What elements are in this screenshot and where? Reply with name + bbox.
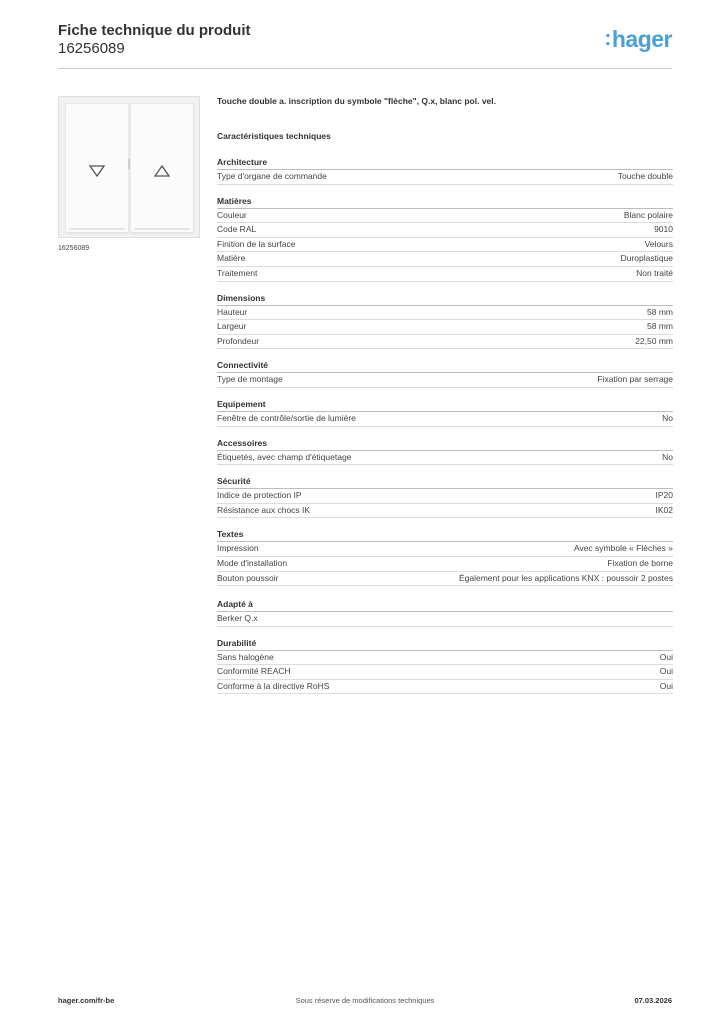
spec-section bbox=[217, 637, 673, 695]
spec-label: Matière bbox=[217, 253, 246, 264]
spec-value: Blanc polaire bbox=[623, 209, 673, 220]
spec-label: Résistance aux chocs IK bbox=[217, 504, 311, 515]
spec-label: Mode d'installation bbox=[217, 557, 288, 568]
spec-value: Également pour les applications KNX : poussoir 2 postes bbox=[458, 572, 673, 583]
technical-title: Caractéristiques techniques bbox=[217, 131, 331, 141]
spec-content bbox=[217, 96, 673, 704]
spec-label: Couleur bbox=[217, 209, 247, 220]
spec-value: No bbox=[662, 451, 673, 462]
spec-value: No bbox=[662, 412, 673, 423]
section-title: Matières bbox=[217, 195, 673, 209]
spec-row bbox=[217, 320, 673, 335]
spec-section bbox=[217, 437, 673, 466]
page-header bbox=[58, 22, 672, 69]
spec-row bbox=[217, 651, 673, 666]
spec-section bbox=[217, 292, 673, 350]
spec-sections bbox=[217, 156, 673, 694]
spec-value: Oui bbox=[659, 666, 673, 677]
spec-row bbox=[217, 306, 673, 321]
footer-date: 07.03.2026 bbox=[634, 996, 672, 1005]
spec-row bbox=[217, 335, 673, 350]
spec-label: Type de montage bbox=[217, 374, 283, 385]
section-title: Connectivité bbox=[217, 359, 673, 373]
image-caption: 16256089 bbox=[58, 245, 90, 252]
logo-text: hager bbox=[611, 26, 672, 52]
spec-row bbox=[217, 489, 673, 504]
spec-value: Duroplastique bbox=[620, 253, 673, 264]
spec-value: Fixation de borne bbox=[607, 557, 673, 568]
spec-value: IK02 bbox=[655, 504, 673, 515]
spec-section bbox=[217, 398, 673, 427]
spec-label: Bouton poussoir bbox=[217, 572, 279, 583]
spec-value: 58 mm bbox=[647, 306, 673, 317]
spec-label: Conforme à la directive RoHS bbox=[217, 680, 330, 691]
spec-section bbox=[217, 528, 673, 586]
spec-label: Indice de protection IP bbox=[217, 490, 302, 501]
section-title: Architecture bbox=[217, 156, 673, 170]
arrow-up-icon bbox=[154, 165, 170, 177]
spec-label: Hauteur bbox=[217, 306, 248, 317]
spec-value: IP20 bbox=[655, 490, 673, 501]
spec-label: Finition de la surface bbox=[217, 238, 296, 249]
spec-row bbox=[217, 451, 673, 466]
spec-row bbox=[217, 252, 673, 267]
spec-row bbox=[217, 557, 673, 572]
product-image bbox=[58, 96, 200, 238]
section-title: Textes bbox=[217, 528, 673, 542]
spec-value: Avec symbole « Flèches » bbox=[573, 543, 673, 554]
spec-row bbox=[217, 680, 673, 695]
spec-row bbox=[217, 223, 673, 238]
spec-label: Profondeur bbox=[217, 335, 260, 346]
spec-label: Conformité REACH bbox=[217, 666, 291, 677]
spec-section bbox=[217, 195, 673, 282]
spec-label: Fenêtre de contrôle/sortie de lumière bbox=[217, 412, 356, 423]
spec-label: Code RAL bbox=[217, 224, 257, 235]
spec-section bbox=[217, 598, 673, 627]
rocker-left bbox=[65, 103, 129, 233]
spec-value: Fixation par serrage bbox=[597, 374, 673, 385]
spec-label: Traitement bbox=[217, 267, 258, 278]
section-title: Dimensions bbox=[217, 292, 673, 306]
section-title: Accessoires bbox=[217, 437, 673, 451]
hager-logo: :hager bbox=[604, 26, 672, 52]
spec-row bbox=[217, 504, 673, 519]
spec-value: 58 mm bbox=[647, 321, 673, 332]
spec-label: Étiquetés, avec champ d'étiquetage bbox=[217, 451, 352, 462]
spec-value: 22,50 mm bbox=[635, 335, 673, 346]
spec-row bbox=[217, 267, 673, 282]
spec-value: Oui bbox=[659, 680, 673, 691]
spec-row bbox=[217, 170, 673, 185]
footer-notice: Sous réserve de modifications techniques bbox=[295, 996, 435, 1005]
product-description: Touche double a. inscription du symbole "flèche", Q.x, blanc pol. vel. bbox=[217, 96, 497, 106]
spec-label: Type d'organe de commande bbox=[217, 171, 327, 181]
spec-section bbox=[217, 475, 673, 518]
spec-row bbox=[217, 238, 673, 253]
section-title: Equipement bbox=[217, 398, 673, 412]
spec-row bbox=[217, 665, 673, 680]
spec-label: Impression bbox=[217, 543, 259, 554]
spec-value: Oui bbox=[659, 651, 673, 662]
spec-row bbox=[217, 542, 673, 557]
spec-value: 9010 bbox=[654, 224, 673, 235]
product-number: 16256089 bbox=[58, 40, 125, 57]
spec-row bbox=[217, 209, 673, 224]
section-title: Adapté à bbox=[217, 598, 673, 612]
section-title: Sécurité bbox=[217, 475, 673, 489]
spec-row bbox=[217, 412, 673, 427]
spec-section bbox=[217, 156, 673, 185]
spec-label: Largeur bbox=[217, 321, 247, 332]
spec-section bbox=[217, 359, 673, 388]
spec-value: Non traité bbox=[636, 267, 673, 278]
spec-label: Berker Q.x bbox=[217, 613, 258, 624]
spec-row bbox=[217, 612, 673, 627]
spec-value: Touche double bbox=[617, 171, 673, 181]
spec-value: Velours bbox=[644, 238, 673, 249]
spec-row bbox=[217, 572, 673, 587]
spec-row bbox=[217, 373, 673, 388]
rocker-right bbox=[130, 103, 194, 233]
section-title: Durabilité bbox=[217, 637, 673, 651]
arrow-down-icon bbox=[89, 165, 105, 177]
footer-website[interactable]: hager.com/fr-be bbox=[58, 996, 115, 1005]
spec-label: Sans halogène bbox=[217, 651, 274, 662]
document-title: Fiche technique du produit bbox=[58, 22, 251, 39]
